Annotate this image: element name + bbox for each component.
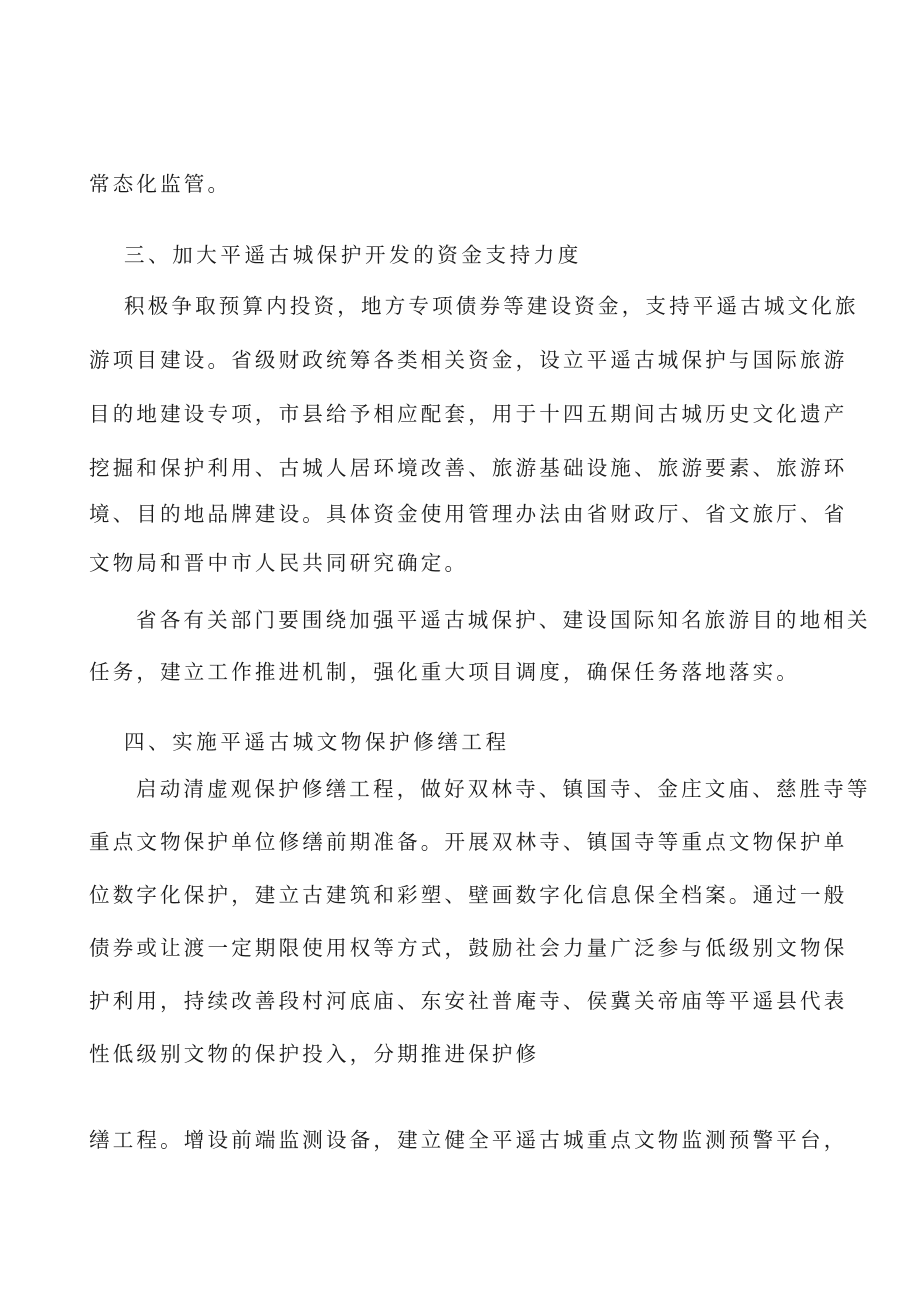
paragraph-line: 省各有关部门要围绕加强平遥古城保护、建设国际知名旅游目的地相关 — [136, 608, 871, 632]
text-line: 常态化监管。 — [89, 172, 232, 196]
paragraph-line: 性低级别文物的保护投入，分期推进保护修 — [89, 1042, 540, 1066]
paragraph-line: 挖掘和保护利用、古城人居环境改善、旅游基础设施、旅游要素、旅游环 — [89, 456, 848, 480]
paragraph-line: 目的地建设专项，市县给予相应配套，用于十四五期间古城历史文化遗产 — [89, 402, 848, 426]
paragraph-line: 位数字化保护，建立古建筑和彩塑、壁画数字化信息保全档案。通过一般 — [89, 883, 848, 907]
section-heading-4: 四、实施平遥古城文物保护修缮工程 — [124, 730, 510, 754]
paragraph-line: 文物局和晋中市人民共同研究确定。 — [89, 551, 469, 575]
paragraph-line: 任务，建立工作推进机制，强化重大项目调度，确保任务落地落实。 — [89, 660, 800, 684]
paragraph-line: 债券或让渡一定期限使用权等方式，鼓励社会力量广泛参与低级别文物保 — [89, 936, 848, 960]
paragraph-line: 重点文物保护单位修缮前期准备。开展双林寺、镇国寺等重点文物保护单 — [89, 830, 848, 854]
section-heading-3: 三、加大平遥古城保护开发的资金支持力度 — [124, 243, 582, 267]
paragraph-line: 护利用，持续改善段村河底庙、东安社普庵寺、侯冀关帝庙等平遥县代表 — [89, 989, 848, 1013]
paragraph-line: 游项目建设。省级财政统筹各类相关资金，设立平遥古城保护与国际旅游 — [89, 348, 848, 372]
paragraph-line: 缮工程。增设前端监测设备，建立健全平遥古城重点文物监测预警平台， — [89, 1128, 848, 1152]
paragraph-line: 积极争取预算内投资，地方专项债券等建设资金，支持平遥古城文化旅 — [124, 294, 859, 318]
paragraph-line: 境、目的地品牌建设。具体资金使用管理办法由省财政厅、省文旅厅、省 — [89, 502, 848, 526]
paragraph-line: 启动清虚观保护修缮工程，做好双林寺、镇国寺、金庄文庙、慈胜寺等 — [136, 777, 871, 801]
